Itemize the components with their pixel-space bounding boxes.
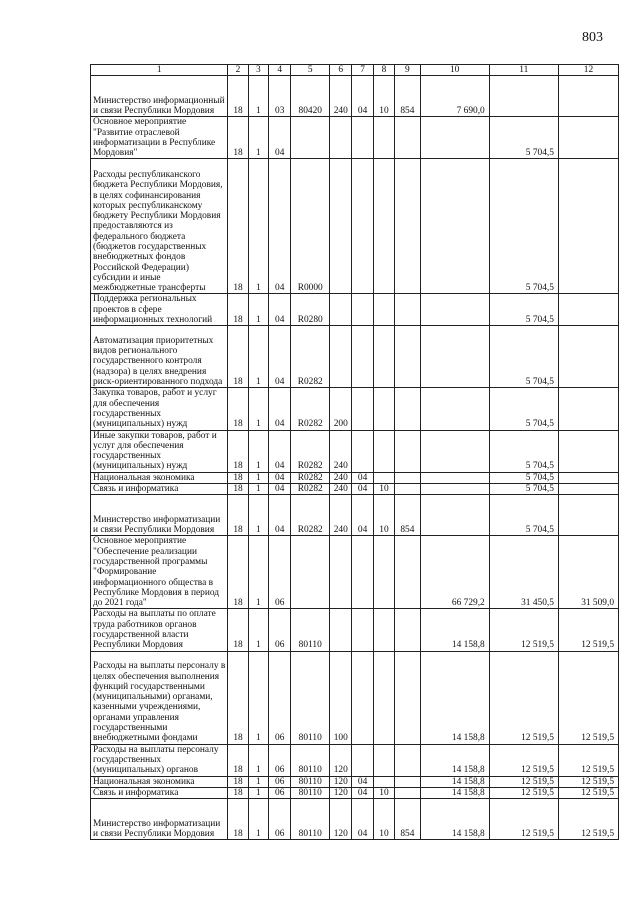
cell-col-12 <box>558 326 618 388</box>
cell-col-11: 12 519,5 <box>489 799 558 840</box>
cell-col-6: 240 <box>330 484 352 495</box>
cell-col-7 <box>352 326 373 388</box>
cell-col-4: 06 <box>269 799 291 840</box>
cell-col-3: 1 <box>248 76 268 117</box>
table-row <box>91 787 619 798</box>
cell-col-12: 12 519,5 <box>558 787 618 798</box>
cell-col-9: 854 <box>395 495 420 536</box>
page-number: 803 <box>582 30 603 45</box>
cell-col-6: 240 <box>330 472 352 483</box>
cell-col-3: 1 <box>248 776 268 787</box>
cell-col-7: 04 <box>352 472 373 483</box>
cell-col-4: 06 <box>269 609 291 651</box>
table-body <box>91 76 619 840</box>
column-header-2: 2 <box>228 65 248 76</box>
cell-col-6: 120 <box>330 776 352 787</box>
cell-col-4: 04 <box>269 326 291 388</box>
column-header-4: 4 <box>269 65 291 76</box>
cell-col-3: 1 <box>248 651 268 744</box>
cell-col-10 <box>420 472 489 483</box>
cell-col-3: 1 <box>248 294 268 326</box>
column-header-1: 1 <box>91 65 228 76</box>
cell-col-12 <box>558 495 618 536</box>
cell-col-9 <box>395 472 420 483</box>
table-row <box>91 76 619 117</box>
cell-col-4: 06 <box>269 744 291 776</box>
row-name: Иные закупки товаров, работ и услуг для обеспечения государственных (муниципальных) нужд <box>91 430 228 472</box>
cell-col-7 <box>352 430 373 472</box>
row-name: Расходы республиканского бюджета Республики Мордовия, в целях софинансирования которых республиканскому бюджету Республики Мордовия предоставляются из федерального бюджета (бюджетов государственных внебюджетных фондов Российской Федерации) субсидии и иные межбюджетные трансферты <box>91 159 228 294</box>
row-name: Министерство информатизации и связи Республики Мордовия <box>91 495 228 536</box>
cell-col-7: 04 <box>352 787 373 798</box>
cell-col-12: 12 519,5 <box>558 776 618 787</box>
cell-col-12 <box>558 117 618 159</box>
cell-col-7: 04 <box>352 76 373 117</box>
cell-col-6: 240 <box>330 430 352 472</box>
cell-col-3: 1 <box>248 495 268 536</box>
cell-col-5: 80110 <box>291 744 330 776</box>
cell-col-7 <box>352 294 373 326</box>
row-name: Министерство информатизации и связи Республики Мордовия <box>91 799 228 840</box>
cell-col-2: 18 <box>228 536 248 609</box>
cell-col-10: 14 158,8 <box>420 744 489 776</box>
cell-col-9: 854 <box>395 799 420 840</box>
cell-col-12: 12 519,5 <box>558 651 618 744</box>
cell-col-11: 5 704,5 <box>489 484 558 495</box>
cell-col-2: 18 <box>228 388 248 430</box>
cell-col-7: 04 <box>352 484 373 495</box>
cell-col-4: 04 <box>269 117 291 159</box>
cell-col-6 <box>330 536 352 609</box>
cell-col-2: 18 <box>228 609 248 651</box>
cell-col-4: 06 <box>269 536 291 609</box>
cell-col-11: 5 704,5 <box>489 117 558 159</box>
cell-col-10: 14 158,8 <box>420 787 489 798</box>
cell-col-11: 12 519,5 <box>489 787 558 798</box>
cell-col-4: 06 <box>269 776 291 787</box>
cell-col-6 <box>330 159 352 294</box>
cell-col-11: 12 519,5 <box>489 776 558 787</box>
cell-col-6: 240 <box>330 495 352 536</box>
cell-col-3: 1 <box>248 744 268 776</box>
cell-col-3: 1 <box>248 388 268 430</box>
table-row <box>91 159 619 294</box>
cell-col-2: 18 <box>228 495 248 536</box>
cell-col-3: 1 <box>248 117 268 159</box>
cell-col-6 <box>330 117 352 159</box>
table-row <box>91 484 619 495</box>
cell-col-10: 14 158,8 <box>420 651 489 744</box>
cell-col-12 <box>558 159 618 294</box>
cell-col-3: 1 <box>248 609 268 651</box>
cell-col-8: 10 <box>373 495 394 536</box>
cell-col-2: 18 <box>228 744 248 776</box>
cell-col-10 <box>420 484 489 495</box>
cell-col-7 <box>352 609 373 651</box>
column-header-6: 6 <box>330 65 352 76</box>
cell-col-4: 04 <box>269 388 291 430</box>
cell-col-9 <box>395 388 420 430</box>
cell-col-6 <box>330 609 352 651</box>
cell-col-3: 1 <box>248 159 268 294</box>
cell-col-7: 04 <box>352 776 373 787</box>
cell-col-8 <box>373 776 394 787</box>
cell-col-2: 18 <box>228 117 248 159</box>
table-row <box>91 326 619 388</box>
row-name: Министерство информационный и связи Республики Мордовия <box>91 76 228 117</box>
cell-col-10: 14 158,8 <box>420 799 489 840</box>
column-header-3: 3 <box>248 65 268 76</box>
column-header-10: 10 <box>420 65 489 76</box>
cell-col-9 <box>395 117 420 159</box>
cell-col-3: 1 <box>248 326 268 388</box>
cell-col-9 <box>395 430 420 472</box>
column-header-5: 5 <box>291 65 330 76</box>
cell-col-8 <box>373 326 394 388</box>
row-name: Основное мероприятие "Развитие отраслевой информатизации в Республике Мордовия" <box>91 117 228 159</box>
table-row <box>91 776 619 787</box>
cell-col-8: 10 <box>373 76 394 117</box>
cell-col-9 <box>395 744 420 776</box>
cell-col-9 <box>395 651 420 744</box>
cell-col-9 <box>395 159 420 294</box>
cell-col-7 <box>352 744 373 776</box>
header-row <box>91 65 619 76</box>
row-name: Связь и информатика <box>91 484 228 495</box>
cell-col-6: 100 <box>330 651 352 744</box>
cell-col-5 <box>291 117 330 159</box>
cell-col-8: 10 <box>373 787 394 798</box>
cell-col-8 <box>373 472 394 483</box>
cell-col-12 <box>558 388 618 430</box>
cell-col-11: 12 519,5 <box>489 609 558 651</box>
cell-col-2: 18 <box>228 799 248 840</box>
row-name: Расходы на выплаты по оплате труда работников органов государственной власти Республики Мордовия <box>91 609 228 651</box>
cell-col-2: 18 <box>228 326 248 388</box>
cell-col-11: 5 704,5 <box>489 472 558 483</box>
row-name: Национальная экономика <box>91 472 228 483</box>
cell-col-3: 1 <box>248 787 268 798</box>
cell-col-5: R0282 <box>291 495 330 536</box>
cell-col-12: 31 509,0 <box>558 536 618 609</box>
cell-col-5: R0282 <box>291 484 330 495</box>
cell-col-10 <box>420 294 489 326</box>
cell-col-11: 5 704,5 <box>489 326 558 388</box>
cell-col-9 <box>395 609 420 651</box>
cell-col-6: 120 <box>330 744 352 776</box>
table-row <box>91 651 619 744</box>
table-row <box>91 609 619 651</box>
row-name: Связь и информатика <box>91 787 228 798</box>
cell-col-11: 12 519,5 <box>489 651 558 744</box>
cell-col-2: 18 <box>228 294 248 326</box>
cell-col-12 <box>558 294 618 326</box>
cell-col-5: R0282 <box>291 472 330 483</box>
cell-col-10 <box>420 326 489 388</box>
cell-col-11: 5 704,5 <box>489 388 558 430</box>
cell-col-9 <box>395 536 420 609</box>
row-name: Автоматизация приоритетных видов регионального государственного контроля (надзора) в целях внедрения риск-ориентированного подхода <box>91 326 228 388</box>
cell-col-5 <box>291 536 330 609</box>
table-row <box>91 536 619 609</box>
cell-col-12: 12 519,5 <box>558 609 618 651</box>
cell-col-7 <box>352 536 373 609</box>
cell-col-2: 18 <box>228 776 248 787</box>
cell-col-8 <box>373 609 394 651</box>
cell-col-4: 03 <box>269 76 291 117</box>
cell-col-2: 18 <box>228 159 248 294</box>
cell-col-12: 12 519,5 <box>558 799 618 840</box>
cell-col-5: R0280 <box>291 294 330 326</box>
row-name: Национальная экономика <box>91 776 228 787</box>
cell-col-4: 04 <box>269 294 291 326</box>
cell-col-9 <box>395 787 420 798</box>
cell-col-8 <box>373 651 394 744</box>
cell-col-4: 04 <box>269 472 291 483</box>
cell-col-2: 18 <box>228 484 248 495</box>
cell-col-3: 1 <box>248 430 268 472</box>
cell-col-2: 18 <box>228 472 248 483</box>
cell-col-11: 31 450,5 <box>489 536 558 609</box>
cell-col-5: 80110 <box>291 776 330 787</box>
cell-col-10 <box>420 495 489 536</box>
cell-col-5: 80110 <box>291 799 330 840</box>
cell-col-10: 14 158,8 <box>420 776 489 787</box>
cell-col-4: 04 <box>269 159 291 294</box>
cell-col-12 <box>558 76 618 117</box>
column-header-12: 12 <box>558 65 618 76</box>
cell-col-6: 120 <box>330 799 352 840</box>
cell-col-5: 80110 <box>291 609 330 651</box>
cell-col-7: 04 <box>352 495 373 536</box>
cell-col-8 <box>373 117 394 159</box>
cell-col-7 <box>352 651 373 744</box>
cell-col-11: 5 704,5 <box>489 495 558 536</box>
row-name: Закупка товаров, работ и услуг для обеспечения государственных (муниципальных) нужд <box>91 388 228 430</box>
cell-col-12 <box>558 430 618 472</box>
cell-col-11: 5 704,5 <box>489 294 558 326</box>
cell-col-11: 5 704,5 <box>489 159 558 294</box>
table-row <box>91 495 619 536</box>
table-row <box>91 117 619 159</box>
cell-col-2: 18 <box>228 76 248 117</box>
cell-col-3: 1 <box>248 799 268 840</box>
cell-col-8 <box>373 388 394 430</box>
table-row <box>91 744 619 776</box>
cell-col-8 <box>373 430 394 472</box>
cell-col-5: 80420 <box>291 76 330 117</box>
cell-col-6: 240 <box>330 76 352 117</box>
cell-col-10 <box>420 388 489 430</box>
cell-col-8 <box>373 536 394 609</box>
cell-col-2: 18 <box>228 430 248 472</box>
cell-col-10: 7 690,0 <box>420 76 489 117</box>
row-name: Поддержка региональных проектов в сфере информационных технологий <box>91 294 228 326</box>
cell-col-4: 04 <box>269 495 291 536</box>
cell-col-10 <box>420 159 489 294</box>
cell-col-9 <box>395 776 420 787</box>
table-row <box>91 388 619 430</box>
cell-col-7 <box>352 159 373 294</box>
cell-col-12 <box>558 484 618 495</box>
cell-col-11 <box>489 76 558 117</box>
cell-col-7 <box>352 388 373 430</box>
cell-col-7: 04 <box>352 799 373 840</box>
cell-col-9 <box>395 294 420 326</box>
cell-col-8: 10 <box>373 799 394 840</box>
cell-col-4: 06 <box>269 787 291 798</box>
column-header-9: 9 <box>395 65 420 76</box>
cell-col-10 <box>420 117 489 159</box>
column-header-8: 8 <box>373 65 394 76</box>
cell-col-5: R0282 <box>291 388 330 430</box>
cell-col-4: 04 <box>269 430 291 472</box>
table-row <box>91 472 619 483</box>
cell-col-5: R0000 <box>291 159 330 294</box>
cell-col-12: 12 519,5 <box>558 744 618 776</box>
cell-col-10: 14 158,8 <box>420 609 489 651</box>
cell-col-3: 1 <box>248 536 268 609</box>
cell-col-11: 12 519,5 <box>489 744 558 776</box>
cell-col-10: 66 729,2 <box>420 536 489 609</box>
cell-col-3: 1 <box>248 472 268 483</box>
budget-table <box>90 64 619 840</box>
cell-col-5: R0282 <box>291 430 330 472</box>
column-header-11: 11 <box>489 65 558 76</box>
cell-col-4: 04 <box>269 484 291 495</box>
row-name: Расходы на выплаты персоналу государственных (муниципальных) органов <box>91 744 228 776</box>
cell-col-4: 06 <box>269 651 291 744</box>
cell-col-9 <box>395 484 420 495</box>
table-row <box>91 430 619 472</box>
cell-col-2: 18 <box>228 787 248 798</box>
row-name: Расходы на выплаты персоналу в целях обеспечения выполнения функций государственными (муниципальными) органами, казенными учреждениями, органами управления государственными внебюджетными фондами <box>91 651 228 744</box>
cell-col-8 <box>373 744 394 776</box>
cell-col-3: 1 <box>248 484 268 495</box>
cell-col-6 <box>330 326 352 388</box>
row-name: Основное мероприятие "Обеспечение реализации государственной программы "Формирование информационного общества в Республике Мордовия в период до 2021 года" <box>91 536 228 609</box>
cell-col-6: 200 <box>330 388 352 430</box>
cell-col-7 <box>352 117 373 159</box>
cell-col-5: R0282 <box>291 326 330 388</box>
cell-col-12 <box>558 472 618 483</box>
cell-col-8 <box>373 159 394 294</box>
cell-col-11: 5 704,5 <box>489 430 558 472</box>
column-header-7: 7 <box>352 65 373 76</box>
cell-col-9: 854 <box>395 76 420 117</box>
table-row <box>91 799 619 840</box>
cell-col-5: 80110 <box>291 651 330 744</box>
cell-col-5: 80110 <box>291 787 330 798</box>
cell-col-2: 18 <box>228 651 248 744</box>
cell-col-8: 10 <box>373 484 394 495</box>
cell-col-6: 120 <box>330 787 352 798</box>
cell-col-9 <box>395 326 420 388</box>
cell-col-8 <box>373 294 394 326</box>
cell-col-6 <box>330 294 352 326</box>
cell-col-10 <box>420 430 489 472</box>
table-row <box>91 294 619 326</box>
